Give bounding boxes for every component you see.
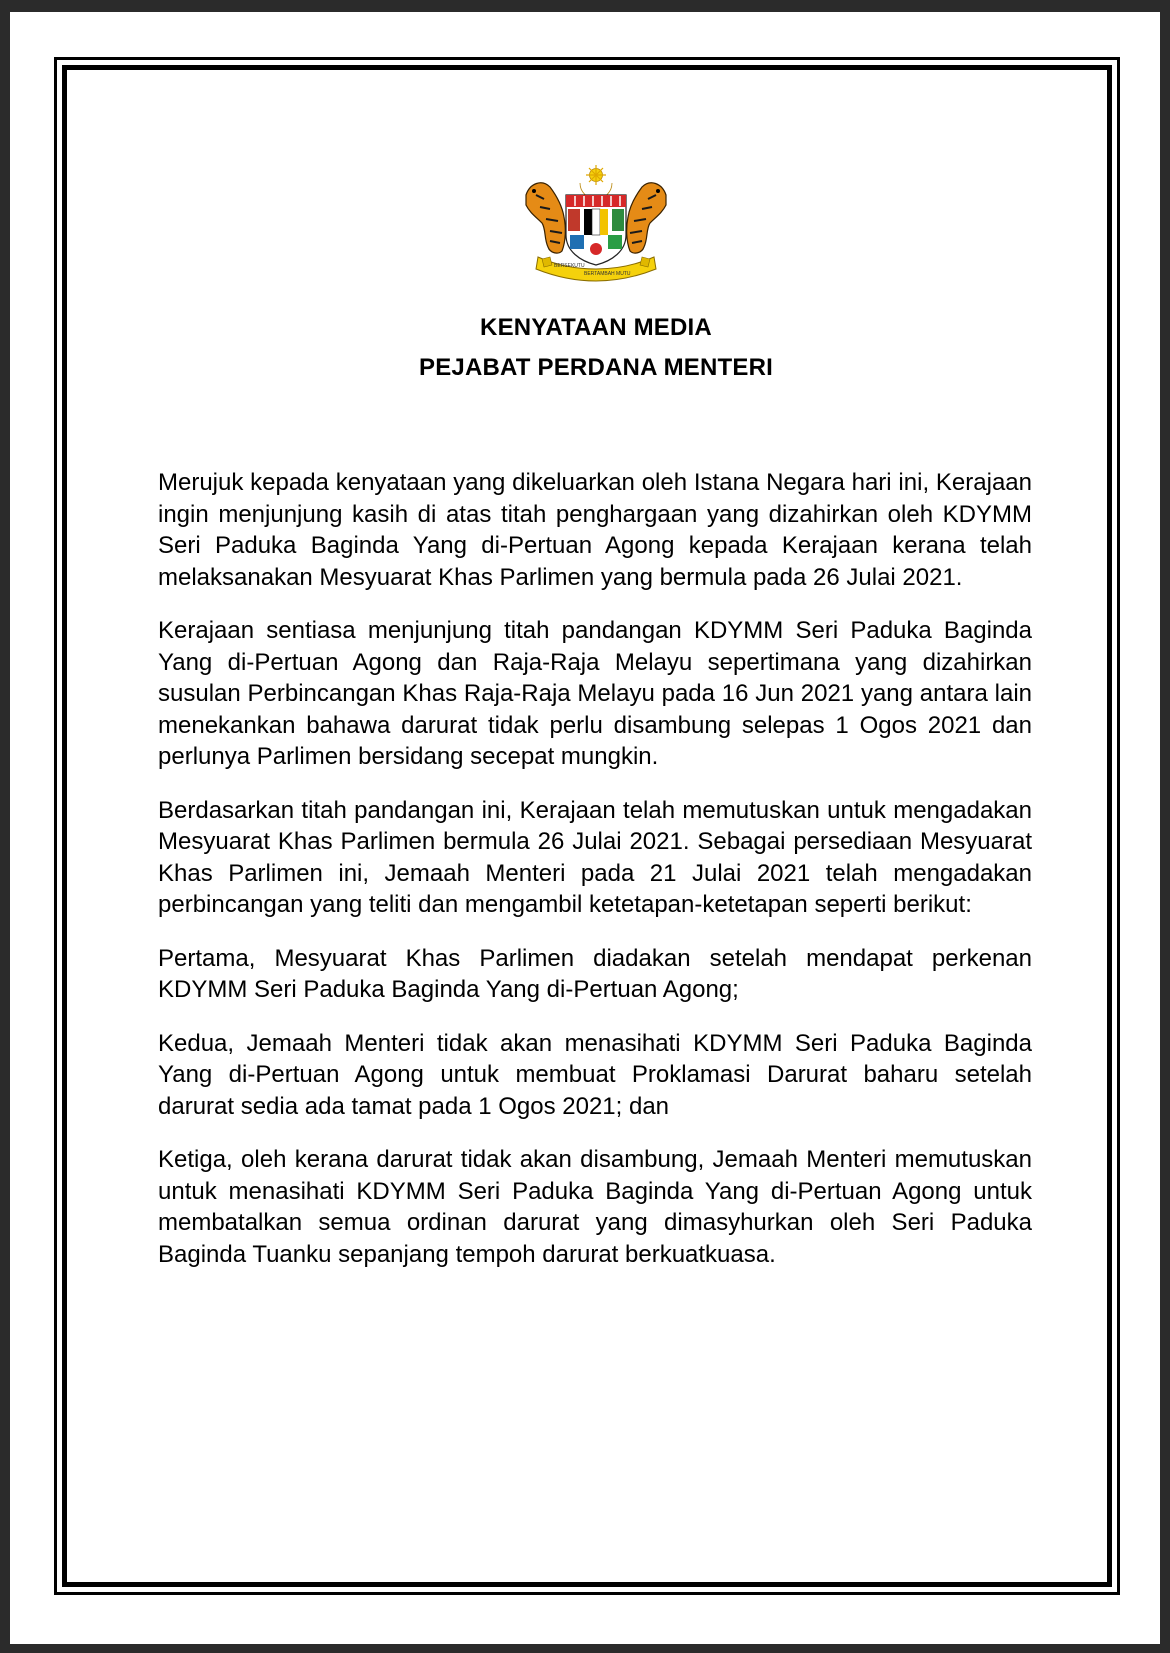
malaysia-coat-of-arms-icon [516, 165, 676, 283]
document-page [10, 12, 1160, 1644]
paragraph-5: Kedua, Jemaah Menteri tidak akan menasihati KDYMM Seri Paduka Baginda Yang di-Pertuan Agong untuk membuat Proklamasi Darurat baharu setelah darurat sedia ada tamat pada 1 Ogos 2021; dan [158, 1029, 1032, 1120]
paragraph-2: Kerajaan sentiasa menjunjung titah pandangan KDYMM Seri Paduka Baginda Yang di-Pertuan Agong dan Raja-Raja Melayu sepertimana yang dizahirkan susulan Perbincangan Khas Raja-Raja Melayu pada 16 Jun 2021 yang antara lain menekankan bahawa darurat tidak perlu disambung selepas 1 Ogos 2021 dan perlunya Parlimen bersidang secepat mungkin. [158, 617, 1032, 770]
paragraph-1: Merujuk kepada kenyataan yang dikeluarkan oleh Istana Negara hari ini, Kerajaan ingin menjunjung kasih di atas titah penghargaan yang dizahirkan oleh KDYMM Seri Paduka Baginda Yang di-Pertuan Agong kepada Kerajaan kerana telah melaksanakan Mesyuarat Khas Parlimen yang bermula pada 26 Julai 2021. [158, 469, 1032, 591]
emblem-motto-right: BERTAMBAH MUTU [584, 271, 631, 277]
statement-body [158, 467, 1032, 1292]
paragraph-4: Pertama, Mesyuarat Khas Parlimen diadakan setelah mendapat perkenan KDYMM Seri Paduka Baginda Yang di-Pertuan Agong; [158, 944, 1032, 1003]
document-subtitle: PEJABAT PERDANA MENTERI [419, 354, 773, 381]
paragraph-3: Berdasarkan titah pandangan ini, Kerajaan telah memutuskan untuk mengadakan Mesyuarat Khas Parlimen bermula 26 Julai 2021. Sebagai persediaan Mesyuarat Khas Parlimen ini, Jemaah Menteri pada 21 Julai 2021 telah mengadakan perbincangan yang teliti dan mengambil ketetapan-ketetapan seperti berikut: [158, 796, 1032, 918]
document-title: KENYATAAN MEDIA [480, 314, 712, 341]
emblem-motto-left: BERSEKUTU [554, 263, 585, 269]
paragraph-6: Ketiga, oleh kerana darurat tidak akan disambung, Jemaah Menteri memutuskan untuk menasihati KDYMM Seri Paduka Baginda Yang di-Pertuan Agong untuk membatalkan semua ordinan darurat yang dimasyhurkan oleh Seri Paduka Baginda Tuanku sepanjang tempoh darurat berkuatkuasa. [158, 1146, 1032, 1268]
